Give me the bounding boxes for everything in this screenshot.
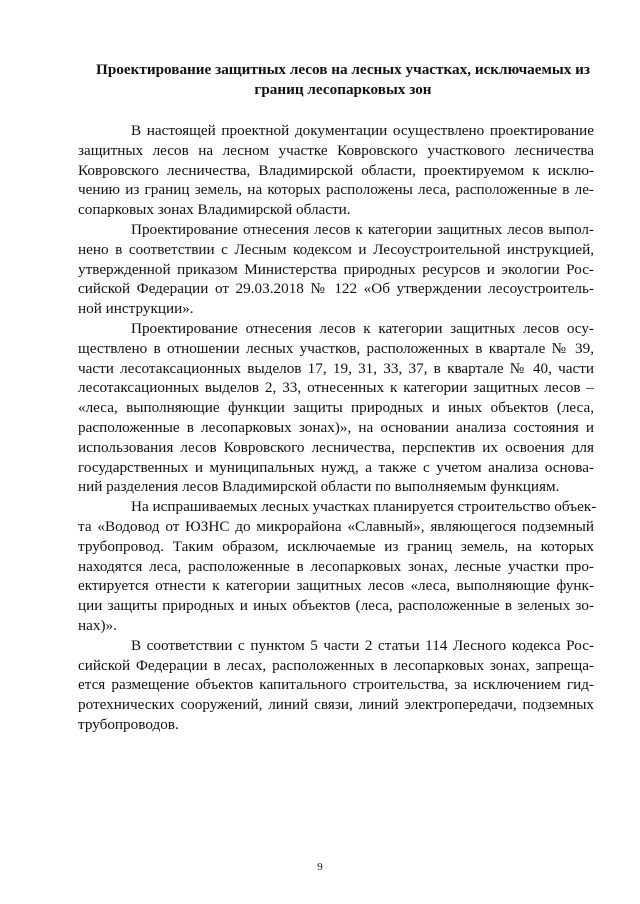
paragraph — [78, 497, 597, 636]
text-line: ектируется отнести к категории защитных лесов «леса, выполняющие функ- — [78, 577, 594, 595]
text-line: находятся леса, расположенные в лесопарковых зонах, лесные участки про- — [78, 557, 594, 575]
text-line: сийской Федерации от 29.03.2018 № 122 «Об утверждении лесоустроитель- — [78, 280, 594, 298]
paragraph — [78, 319, 594, 497]
text-line: трубопроводов. — [78, 715, 179, 733]
document-body — [78, 121, 597, 735]
text-line: В настоящей проектной документации осуществлено проектирование — [131, 122, 594, 139]
text-line: защитных лесов на лесном участке Ковровского участкового лесничества — [78, 141, 594, 159]
text-line: сопарковых зонах Владимирской области. — [78, 201, 351, 219]
text-line: нено в соответствии с Лесным кодексом и Лесоустроительной инструкцией, — [78, 240, 594, 258]
paragraph — [78, 636, 594, 735]
section-title-line: Проектирование защитных лесов на лесных участках, исключаемых из — [96, 61, 590, 78]
page-number: 9 — [317, 861, 323, 873]
text-line: утвержденной приказом Министерства природных ресурсов и экологии Рос- — [78, 260, 594, 278]
text-line: государственных и муниципальных нужд, а также с учетом анализа основа- — [78, 458, 594, 476]
text-line: использования лесов Ковровского лесничества, перспектив их освоения для — [78, 438, 594, 456]
text-line: На испрашиваемых лесных участках планируется строительство объек- — [131, 498, 597, 516]
text-line: «леса, выполняющие функции защиты природных и иных объектов (леса, — [78, 399, 594, 417]
text-line: та «Водовод от ЮЗНС до микрорайона «Славный», являющегося подземный — [78, 517, 594, 535]
text-line: ной инструкции». — [78, 300, 194, 318]
text-line: сийской Федерации в лесах, расположенных в лесопарковых зонах, запреща- — [78, 656, 594, 674]
paragraph — [78, 121, 594, 220]
text-line: ции защиты природных и иных объектов (леса, расположенные в зеленых зо- — [78, 597, 594, 615]
text-line: Проектирование отнесения лесов к категории защитных лесов выпол- — [131, 220, 594, 238]
text-line: ется размещение объектов капитального строительства, за исключением гид- — [78, 676, 594, 694]
text-line: ротехнических сооружений, линий связи, линий электропередачи, подземных — [78, 696, 594, 714]
text-line: расположенные в лесопарковых зонах)», на основании анализа состояния и — [78, 418, 594, 436]
section-title-line: границ лесопарковых зон — [254, 81, 432, 98]
text-line: лесотаксационных выделов 2, 33, отнесенных к категории защитных лесов – — [78, 379, 594, 397]
text-line: ществлено в отношении лесных участков, расположенных в квартале № 39, — [78, 339, 594, 357]
text-line: Ковровского лесничества, Владимирской области, проектируемом к исклю- — [78, 161, 594, 179]
text-line: ний разделения лесов Владимирской области по выполняемым функциям. — [78, 478, 560, 496]
text-line: чению из границ земель, на которых расположены леса, расположенные в ле- — [78, 181, 594, 199]
text-line: трубопровод. Таким образом, исключаемые из границ земель, на которых — [78, 537, 594, 555]
text-line: нах)». — [78, 616, 117, 634]
text-line: части лесотаксационных выделов 17, 19, 31, 33, 37, в квартале № 40, части — [78, 359, 594, 377]
text-line: Проектирование отнесения лесов к категории защитных лесов осу- — [131, 319, 594, 337]
text-line: В соответствии с пунктом 5 части 2 статьи 114 Лесного кодекса Рос- — [131, 636, 594, 654]
paragraph — [78, 220, 594, 319]
section-title — [92, 60, 594, 100]
